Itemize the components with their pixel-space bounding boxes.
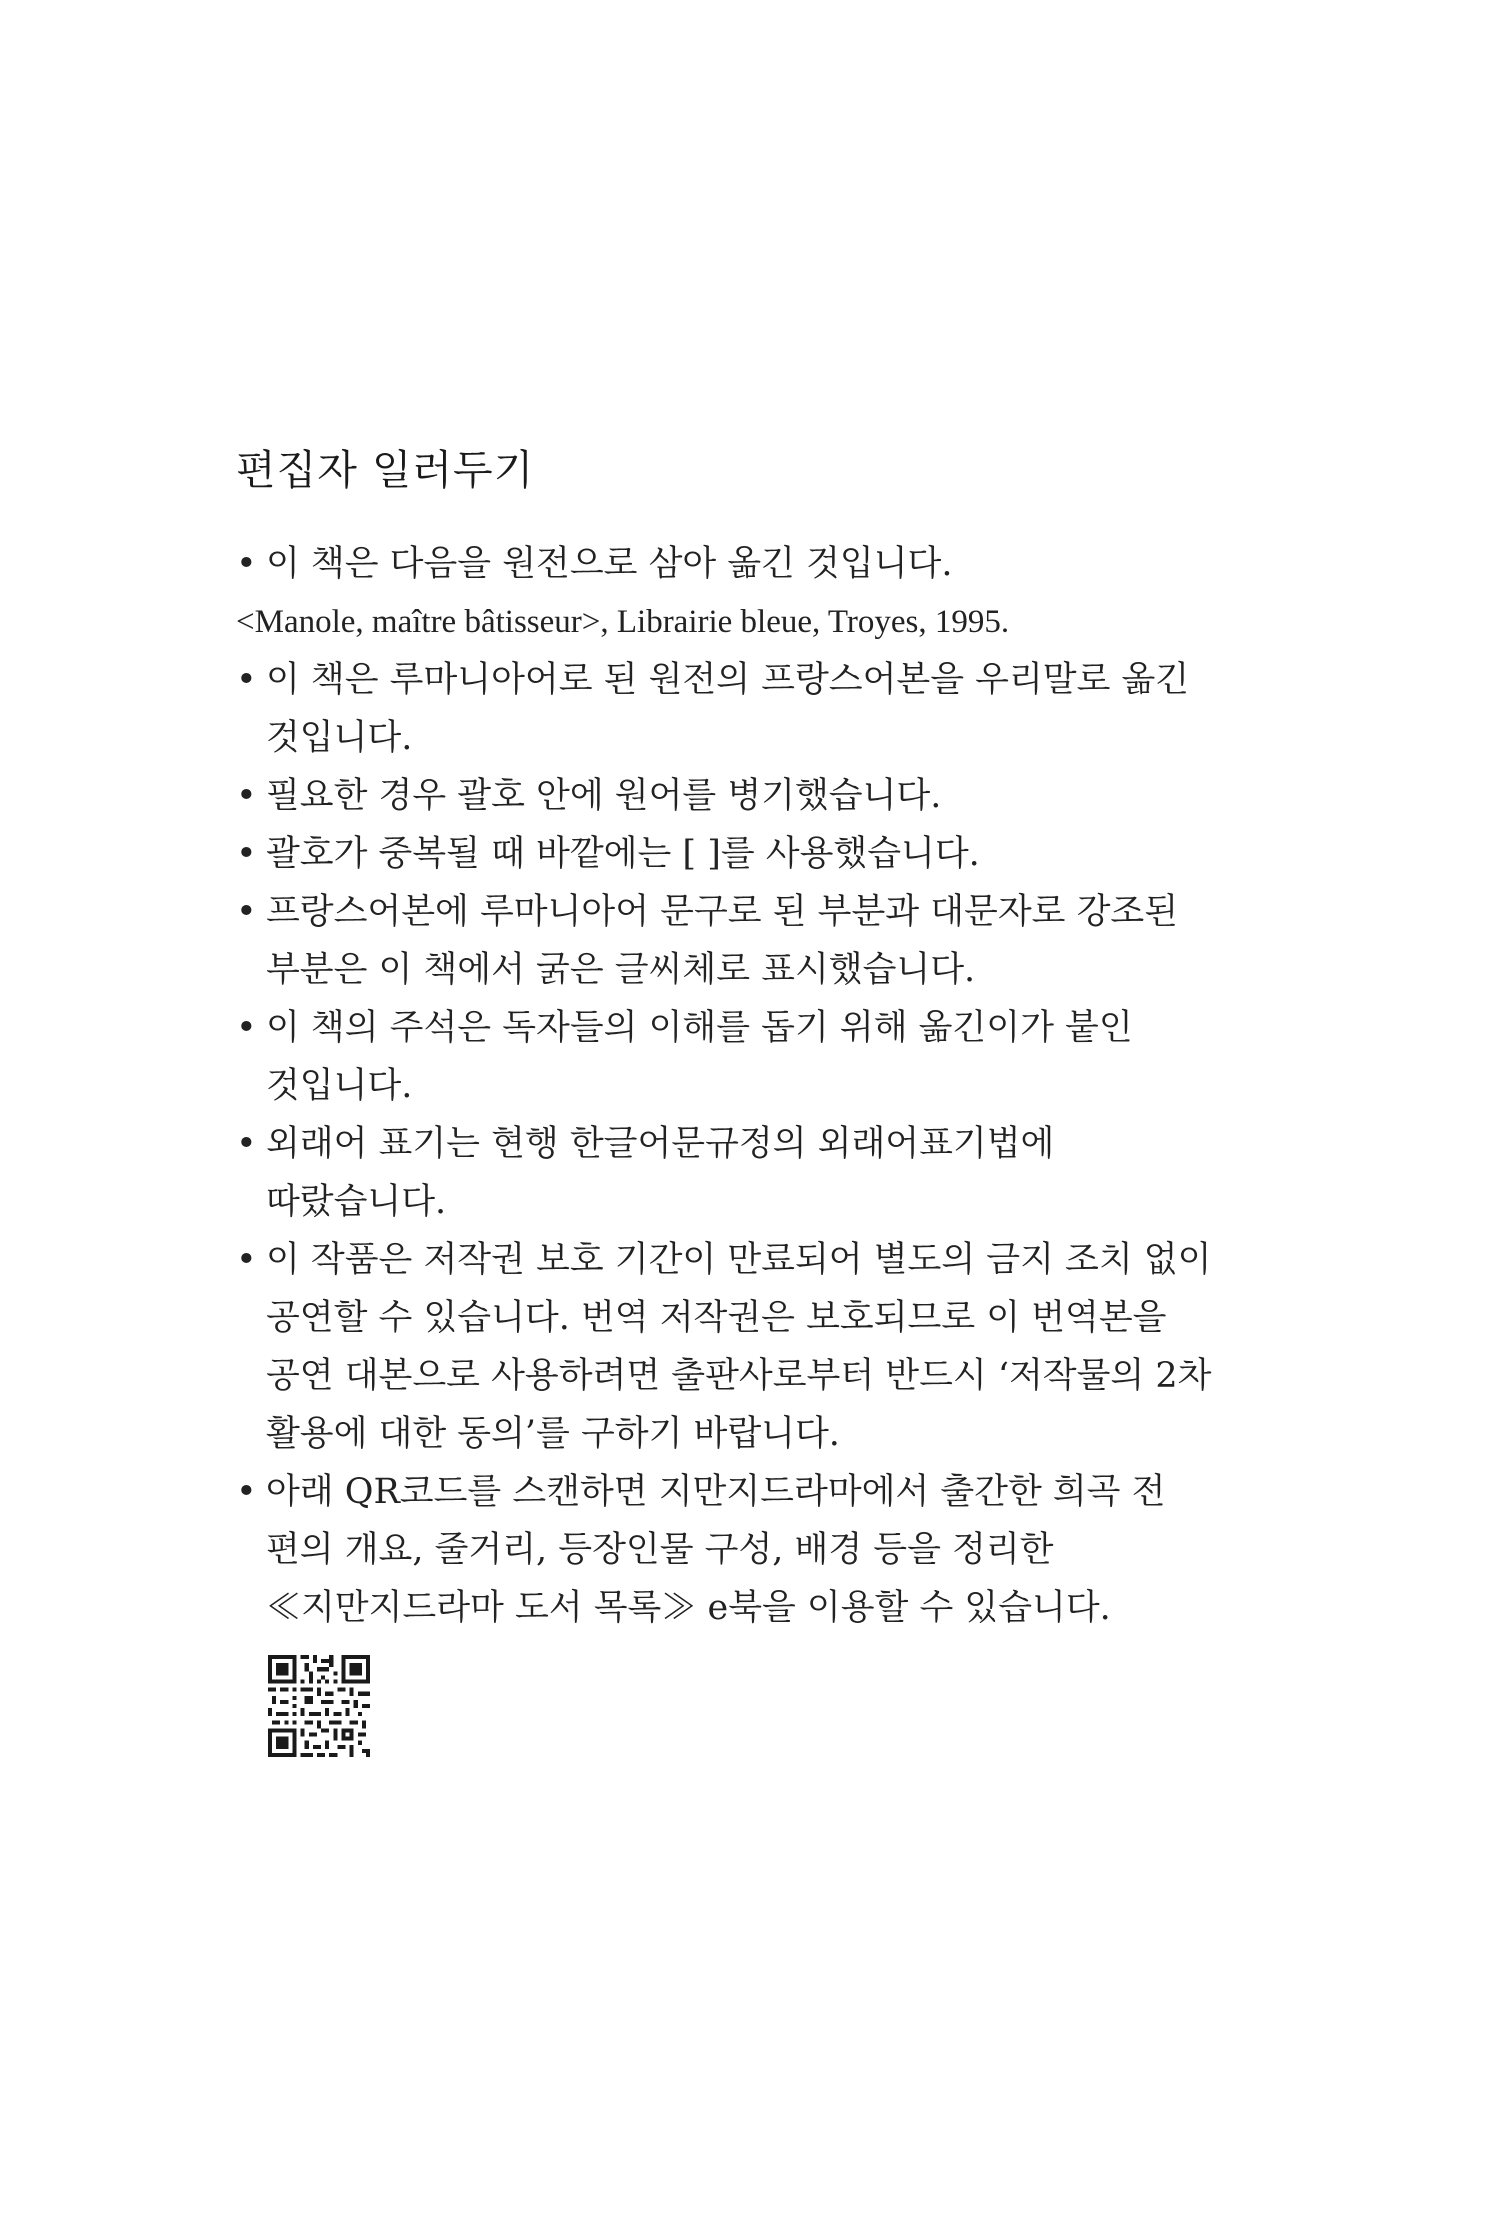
note-item	[236, 825, 1196, 883]
bullet-icon: •	[236, 1124, 257, 1164]
bullet-icon: •	[236, 1008, 257, 1048]
note-line: 것입니다.	[266, 1066, 413, 1106]
note-line: 부분은 이 책에서 굵은 글씨체로 표시했습니다.	[266, 950, 976, 990]
note-line: 공연할 수 있습니다. 번역 저작권은 보호되므로 이 번역본을	[266, 1298, 1167, 1338]
note-line: 아래 QR코드를 스캔하면 지만지드라마에서 출간한 희곡 전	[266, 1472, 1166, 1512]
note-item	[236, 767, 1196, 825]
bullet-icon: •	[236, 892, 257, 932]
note-line: 프랑스어본에 루마니아어 문구로 된 부분과 대문자로 강조된	[266, 892, 1179, 932]
note-line: 따랐습니다.	[266, 1182, 447, 1222]
note-item	[236, 1463, 1196, 1637]
bullet-icon: •	[236, 776, 257, 816]
note-item	[236, 999, 1196, 1115]
note-item	[236, 1231, 1212, 1463]
note-line: 공연 대본으로 사용하려면 출판사로부터 반드시 ‘저작물의 2차	[266, 1356, 1212, 1396]
note-line: 이 책의 주석은 독자들의 이해를 돕기 위해 옮긴이가 붙인	[266, 1008, 1133, 1048]
bullet-icon: •	[236, 834, 257, 874]
note-line: 이 책은 루마니아어로 된 원전의 프랑스어본을 우리말로 옮긴	[266, 660, 1190, 700]
note-line: 것입니다.	[266, 718, 413, 758]
note-item	[236, 651, 1196, 767]
note-line: 외래어 표기는 현행 한글어문규정의 외래어표기법에	[266, 1124, 1055, 1164]
bullet-icon: •	[236, 1472, 257, 1512]
note-item	[236, 883, 1196, 999]
note-item	[236, 1115, 1196, 1231]
qr-code-icon[interactable]	[268, 1655, 370, 1757]
bullet-icon: •	[236, 1240, 257, 1280]
editor-notes-list	[236, 535, 1212, 1637]
note-line: 활용에 대한 동의’를 구하기 바랍니다.	[266, 1414, 840, 1454]
note-line: 이 작품은 저작권 보호 기간이 만료되어 별도의 금지 조치 없이	[266, 1240, 1212, 1280]
note-line: 필요한 경우 괄호 안에 원어를 병기했습니다.	[266, 776, 942, 816]
note-line: 괄호가 중복될 때 바깥에는 [ ]를 사용했습니다.	[266, 834, 980, 874]
page-title: 편집자 일러두기	[236, 446, 535, 494]
note-item	[236, 535, 1196, 593]
source-citation	[236, 593, 1196, 651]
note-line: 이 책은 다음을 원전으로 삼아 옮긴 것입니다.	[266, 544, 953, 584]
source-citation-text: <Manole, maître bâtisseur>, Librairie bleue, Troyes, 1995.	[236, 604, 1010, 640]
bullet-icon: •	[236, 544, 257, 584]
note-line: 편의 개요, 줄거리, 등장인물 구성, 배경 등을 정리한	[266, 1530, 1054, 1570]
bullet-icon: •	[236, 660, 257, 700]
note-line: ≪지만지드라마 도서 목록≫ e북을 이용할 수 있습니다.	[266, 1588, 1111, 1628]
